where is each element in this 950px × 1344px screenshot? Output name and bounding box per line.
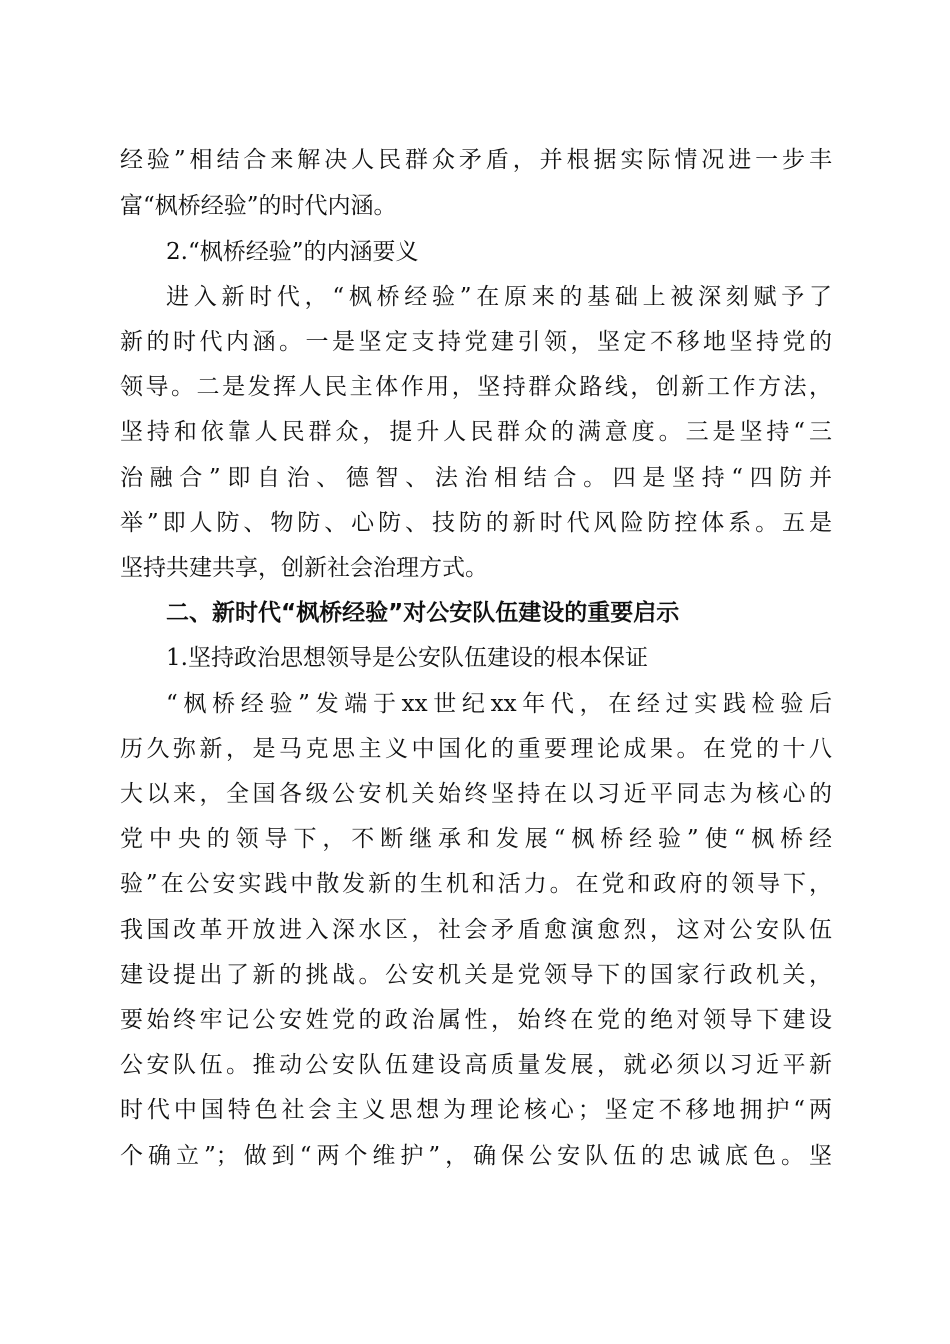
body-text-line: 坚持和依靠人民群众，提升人民群众的满意度。三是坚持“三 xyxy=(120,419,832,445)
subsection-title: 2.“枫桥经验”的内涵要义 xyxy=(166,239,419,265)
body-text-line: 进入新时代，“枫桥经验”在原来的基础上被深刻赋予了 xyxy=(166,284,832,310)
body-text-line: 时代中国特色社会主义思想为理论核心；坚定不移地拥护“两 xyxy=(120,1097,832,1123)
body-text-line: 要始终牢记公安姓党的政治属性，始终在党的绝对领导下建设 xyxy=(120,1007,832,1033)
section-heading: 二、新时代“枫桥经验”对公安队伍建设的重要启示 xyxy=(166,600,680,626)
body-text-line: 举”即人防、物防、心防、技防的新时代风险防控体系。五是 xyxy=(120,510,832,536)
body-text-line: 富“枫桥经验”的时代内涵。 xyxy=(120,193,397,219)
body-text-line: 坚持共建共享，创新社会治理方式。 xyxy=(120,555,488,581)
body-text-line: 新的时代内涵。一是坚定支持党建引领，坚定不移地坚持党的 xyxy=(120,329,832,355)
body-text-line: 公安队伍。推动公安队伍建设高质量发展，就必须以习近平新 xyxy=(120,1052,832,1078)
subsection-title: 1.坚持政治思想领导是公安队伍建设的根本保证 xyxy=(166,645,648,671)
body-text-line: 领导。二是发挥人民主体作用，坚持群众路线，创新工作方法， xyxy=(120,374,832,400)
body-text-line: 治融合”即自治、德智、法治相结合。四是坚持“四防并 xyxy=(120,465,832,491)
body-text-line: 验”在公安实践中散发新的生机和活力。在党和政府的领导下， xyxy=(120,871,832,897)
body-text-line: 党中央的领导下，不断继承和发展“枫桥经验”使“枫桥经 xyxy=(120,826,832,852)
body-text-line: 历久弥新，是马克思主义中国化的重要理论成果。在党的十八 xyxy=(120,736,832,762)
body-text-line: 大以来，全国各级公安机关始终坚持在以习近平同志为核心的 xyxy=(120,781,832,807)
body-text-line: 建设提出了新的挑战。公安机关是党领导下的国家行政机关， xyxy=(120,962,832,988)
body-text-line: 经验”相结合来解决人民群众矛盾，并根据实际情况进一步丰 xyxy=(120,147,832,173)
body-text-line: 个确立”；做到“两个维护”，确保公安队伍的忠诚底色。坚 xyxy=(120,1143,832,1169)
body-text-line: “枫桥经验”发端于xx世纪xx年代，在经过实践检验后 xyxy=(166,691,832,717)
body-text-line: 我国改革开放进入深水区，社会矛盾愈演愈烈，这对公安队伍 xyxy=(120,917,832,943)
